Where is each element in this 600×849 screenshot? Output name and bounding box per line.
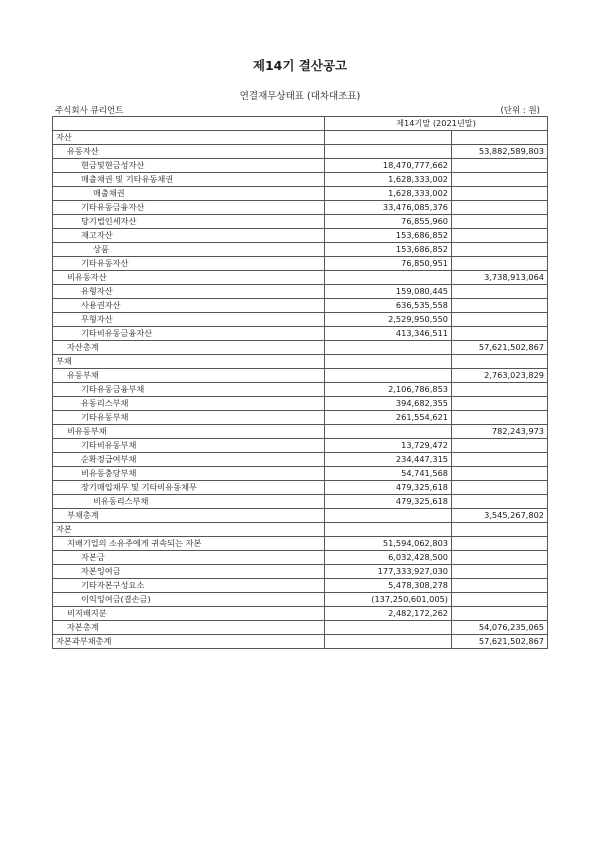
row-label: 유동리스부채 xyxy=(53,397,325,411)
table-row xyxy=(53,341,548,355)
row-total-amount xyxy=(452,481,548,495)
table-row xyxy=(53,271,548,285)
row-total-amount xyxy=(452,383,548,397)
row-label: 자본총계 xyxy=(53,621,325,635)
table-header-row xyxy=(53,117,548,131)
table-row xyxy=(53,327,548,341)
table-row xyxy=(53,467,548,481)
row-label: 지배기업의 소유주에게 귀속되는 자본 xyxy=(53,537,325,551)
row-total-amount: 3,545,267,802 xyxy=(452,509,548,523)
row-total-amount xyxy=(452,131,548,145)
row-detail-amount xyxy=(325,271,452,285)
row-label: 자본잉여금 xyxy=(53,565,325,579)
table-row xyxy=(53,425,548,439)
row-label: 이익잉여금(결손금) xyxy=(53,593,325,607)
row-label: 매출채권 및 기타유동채권 xyxy=(53,173,325,187)
row-label: 기타유동부채 xyxy=(53,411,325,425)
row-detail-amount: 153,686,852 xyxy=(325,229,452,243)
row-detail-amount: 18,470,777,662 xyxy=(325,159,452,173)
table-row xyxy=(53,257,548,271)
table-row xyxy=(53,453,548,467)
row-label: 비유동부채 xyxy=(53,425,325,439)
table-row xyxy=(53,621,548,635)
header-blank-cell xyxy=(53,117,325,131)
table-row xyxy=(53,397,548,411)
row-detail-amount xyxy=(325,355,452,369)
table-row xyxy=(53,173,548,187)
row-detail-amount: 6,032,428,500 xyxy=(325,551,452,565)
period-header: 제14기말 (2021년말) xyxy=(325,117,548,131)
row-total-amount xyxy=(452,173,548,187)
row-total-amount xyxy=(452,187,548,201)
row-detail-amount xyxy=(325,509,452,523)
row-detail-amount: 1,628,333,002 xyxy=(325,173,452,187)
table-row xyxy=(53,201,548,215)
row-total-amount xyxy=(452,607,548,621)
row-detail-amount: 636,535,558 xyxy=(325,299,452,313)
row-label: 자본과부채총계 xyxy=(53,635,325,649)
table-row xyxy=(53,579,548,593)
row-total-amount xyxy=(452,439,548,453)
row-label: 부채총계 xyxy=(53,509,325,523)
row-total-amount xyxy=(452,299,548,313)
row-detail-amount xyxy=(325,341,452,355)
table-row xyxy=(53,299,548,313)
row-label: 비지배지분 xyxy=(53,607,325,621)
table-row xyxy=(53,131,548,145)
row-total-amount xyxy=(452,467,548,481)
row-detail-amount: 33,476,085,376 xyxy=(325,201,452,215)
row-detail-amount: 159,080,445 xyxy=(325,285,452,299)
row-label: 자본금 xyxy=(53,551,325,565)
row-total-amount xyxy=(452,551,548,565)
row-detail-amount: 54,741,568 xyxy=(325,467,452,481)
row-label: 유동부채 xyxy=(53,369,325,383)
row-label: 기타비유동부채 xyxy=(53,439,325,453)
table-row xyxy=(53,635,548,649)
notice-title: 제14기 결산공고 xyxy=(252,58,348,73)
table-row xyxy=(53,439,548,453)
row-total-amount xyxy=(452,327,548,341)
row-detail-amount xyxy=(325,523,452,537)
row-total-amount xyxy=(452,229,548,243)
row-detail-amount xyxy=(325,635,452,649)
row-label: 유형자산 xyxy=(53,285,325,299)
table-row xyxy=(53,607,548,621)
row-total-amount xyxy=(452,453,548,467)
table-row xyxy=(53,369,548,383)
row-label: 사용권자산 xyxy=(53,299,325,313)
row-detail-amount: 13,729,472 xyxy=(325,439,452,453)
row-label: 부채 xyxy=(53,355,325,369)
row-label: 현금및현금성자산 xyxy=(53,159,325,173)
row-detail-amount: 479,325,618 xyxy=(325,481,452,495)
row-total-amount: 3,738,913,064 xyxy=(452,271,548,285)
table-row xyxy=(53,551,548,565)
table-row xyxy=(53,383,548,397)
row-total-amount: 57,621,502,867 xyxy=(452,341,548,355)
row-detail-amount xyxy=(325,145,452,159)
row-total-amount xyxy=(452,523,548,537)
row-detail-amount xyxy=(325,131,452,145)
row-total-amount xyxy=(452,215,548,229)
row-detail-amount: 153,686,852 xyxy=(325,243,452,257)
table-row xyxy=(53,565,548,579)
row-label: 순확정급여부채 xyxy=(53,453,325,467)
row-detail-amount: 177,333,927,030 xyxy=(325,565,452,579)
row-label: 비유동충당부채 xyxy=(53,467,325,481)
row-total-amount xyxy=(452,565,548,579)
row-label: 자산 xyxy=(53,131,325,145)
row-label: 무형자산 xyxy=(53,313,325,327)
row-detail-amount xyxy=(325,425,452,439)
row-total-amount: 54,076,235,065 xyxy=(452,621,548,635)
row-detail-amount: 479,325,618 xyxy=(325,495,452,509)
row-detail-amount: 76,855,960 xyxy=(325,215,452,229)
row-label: 재고자산 xyxy=(53,229,325,243)
row-label: 비유동리스부채 xyxy=(53,495,325,509)
row-detail-amount: 76,850,951 xyxy=(325,257,452,271)
row-total-amount: 53,882,589,803 xyxy=(452,145,548,159)
row-total-amount xyxy=(452,159,548,173)
row-label: 당기법인세자산 xyxy=(53,215,325,229)
row-label: 장기매입채무 및 기타비유동채무 xyxy=(53,481,325,495)
row-detail-amount xyxy=(325,369,452,383)
row-total-amount xyxy=(452,579,548,593)
row-detail-amount: 2,106,786,853 xyxy=(325,383,452,397)
row-detail-amount: 394,682,355 xyxy=(325,397,452,411)
row-label: 기타유동금융자산 xyxy=(53,201,325,215)
table-row xyxy=(53,145,548,159)
row-total-amount xyxy=(452,397,548,411)
table-row xyxy=(53,285,548,299)
row-total-amount: 2,763,023,829 xyxy=(452,369,548,383)
row-detail-amount xyxy=(325,621,452,635)
table-row xyxy=(53,495,548,509)
table-row xyxy=(53,313,548,327)
balance-sheet-table xyxy=(52,116,548,649)
table-row xyxy=(53,187,548,201)
row-total-amount xyxy=(452,593,548,607)
row-total-amount: 57,621,502,867 xyxy=(452,635,548,649)
row-total-amount xyxy=(452,243,548,257)
company-name: 주식회사 큐리언트 xyxy=(55,106,124,116)
table-row xyxy=(53,523,548,537)
row-label: 기타자본구성요소 xyxy=(53,579,325,593)
table-row xyxy=(53,537,548,551)
row-total-amount: 782,243,973 xyxy=(452,425,548,439)
row-label: 자산총계 xyxy=(53,341,325,355)
row-total-amount xyxy=(452,257,548,271)
table-row xyxy=(53,215,548,229)
table-row xyxy=(53,355,548,369)
statement-subtitle: 연결재무상태표 (대차대조표) xyxy=(239,91,361,102)
row-total-amount xyxy=(452,313,548,327)
table-row xyxy=(53,159,548,173)
row-detail-amount: 1,628,333,002 xyxy=(325,187,452,201)
table-row xyxy=(53,509,548,523)
row-detail-amount: 51,594,062,803 xyxy=(325,537,452,551)
row-total-amount xyxy=(452,201,548,215)
row-detail-amount: (137,250,601,005) xyxy=(325,593,452,607)
row-detail-amount: 261,554,621 xyxy=(325,411,452,425)
row-total-amount xyxy=(452,411,548,425)
unit-label: (단위 : 원) xyxy=(500,106,540,116)
row-label: 비유동자산 xyxy=(53,271,325,285)
row-label: 매출채권 xyxy=(53,187,325,201)
table-row xyxy=(53,481,548,495)
table-row xyxy=(53,593,548,607)
row-detail-amount: 5,478,308,278 xyxy=(325,579,452,593)
row-total-amount xyxy=(452,537,548,551)
row-detail-amount: 2,482,172,262 xyxy=(325,607,452,621)
table-row xyxy=(53,243,548,257)
row-detail-amount: 234,447,315 xyxy=(325,453,452,467)
row-detail-amount: 2,529,950,550 xyxy=(325,313,452,327)
row-label: 유동자산 xyxy=(53,145,325,159)
row-total-amount xyxy=(452,285,548,299)
row-total-amount xyxy=(452,355,548,369)
row-label: 기타유동자산 xyxy=(53,257,325,271)
table-row xyxy=(53,229,548,243)
row-detail-amount: 413,346,511 xyxy=(325,327,452,341)
row-label: 기타유동금융부채 xyxy=(53,383,325,397)
row-label: 기타비유동금융자산 xyxy=(53,327,325,341)
row-label: 상품 xyxy=(53,243,325,257)
table-row xyxy=(53,411,548,425)
row-label: 자본 xyxy=(53,523,325,537)
row-total-amount xyxy=(452,495,548,509)
